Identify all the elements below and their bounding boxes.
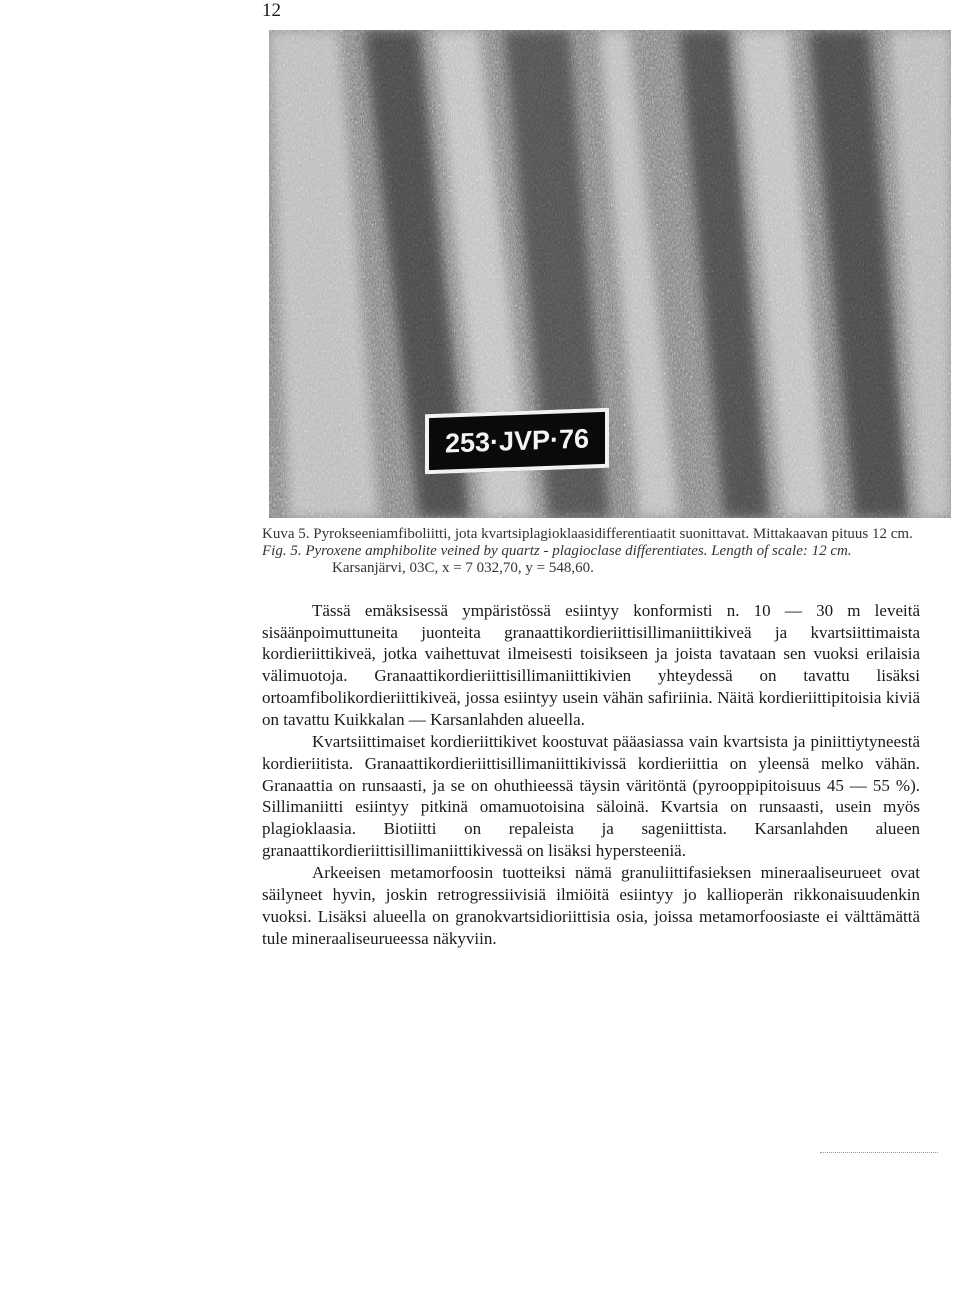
body-text [262, 600, 920, 950]
caption-location: Karsanjärvi, 03C, x = 7 032,70, y = 548,60. [332, 560, 594, 576]
paragraph: Tässä emäksisessä ympäristössä esiintyy konformisti n. 10 — 30 m leveitä sisäänpoimuttuneita juonteita granaattikordieriittisillimaniittikiveä ja kvartsiittimaista kordieriittikiveä, jotka vaihettuvat ilmeisesti toisikseen ja joista tavataan sen vuoksi erilaisia välimuotoja. Granaattikordieriittisillimaniittikivien yhteydessä on tavattu lisäksi ortoamfibolikordieriittikiveä, jossa esiintyy usein vähän safiriinia. Näitä kordieriittipitoisia kiviä on tavattu Kuikkalan — Karsanlahden alueella. [262, 601, 920, 729]
caption-finnish: Kuva 5. Pyrokseeniamfiboliitti, jota kvartsiplagioklaasidifferentiaatit suonittavat. Mittakaavan pituus 12 cm. [262, 526, 913, 542]
paragraph: Arkeeisen metamorfoosin tuotteiksi nämä granuliittifasieksen mineraaliseurueet ovat säilyneet hyvin, joskin retrogressiivisiä ilmiöitä esiintyy jo kallioperän rikkonaisuudenkin vuoksi. Lisäksi alueella on granokvartsidioriittisia osia, joissa metamorfoosiaste ei välttämättä tule mineraaliseurueessa näkyviin. [262, 863, 920, 948]
paragraph: Kvartsiittimaiset kordieriittikivet koostuvat pääasiassa vain kvartsista ja piniittiytyneestä kordieriitista. Granaattikordieriittisillimaniittikivissä kordieriittia on yleensä melko vähän. Granaattia on runsaasti, ja se on ohuthieessä täysin väritöntä (pyrooppipitoisuus 45 — 55 %). Sillimaniitti esiintyy pitkinä omamuotoisina säloinä. Kvartsia on runsaasti, usein myös plagioklaasia. Biotiitti on repaleista ja sageniittista. Karsanlahden alueen granaattikordieriittisillimaniittikivessä on lisäksi hypersteeniä. [262, 732, 920, 860]
footer-rule [820, 1152, 938, 1153]
page-number: 12 [262, 0, 281, 21]
figure-caption [262, 526, 952, 577]
rock-texture-image [269, 30, 951, 518]
rock-photograph [269, 30, 951, 518]
sample-label-plate: 253·JVP·76 [425, 408, 609, 474]
caption-english: Fig. 5. Pyroxene amphibolite veined by quartz - plagioclase differentiates. Length of scale: 12 cm. [262, 543, 852, 559]
